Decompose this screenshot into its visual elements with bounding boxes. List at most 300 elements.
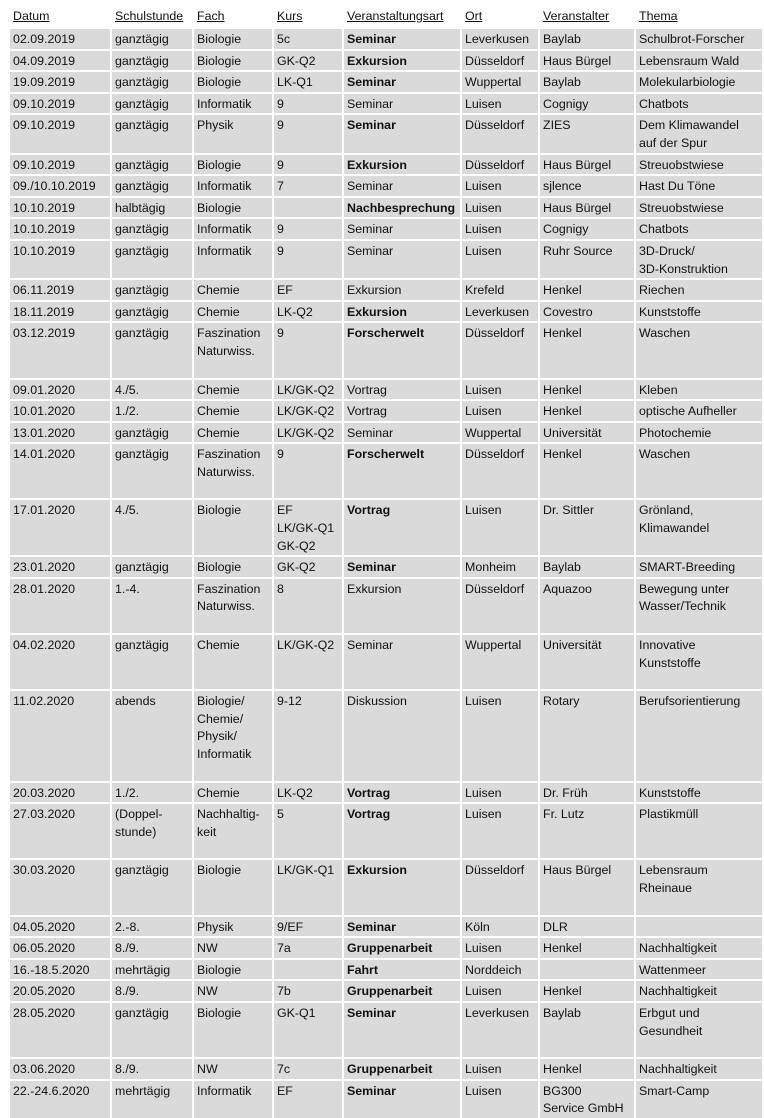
header-datum: Datum [10, 5, 112, 27]
cell-veranstalter: Henkel [540, 399, 636, 421]
cell-datum: 11.02.2020 [10, 689, 112, 780]
cell-datum: 02.09.2019 [10, 27, 112, 49]
cell-fach: Faszination Naturwiss. [194, 442, 274, 498]
cell-schulstunde: 1./2. [112, 781, 194, 803]
table-row [10, 1079, 762, 1118]
cell-schulstunde: ganztägig [112, 113, 194, 152]
cell-schulstunde: ganztägig [112, 421, 194, 443]
cell-kurs: 9 [274, 113, 344, 152]
cell-ort: Düsseldorf [462, 321, 540, 377]
cell-fach: Biologie [194, 49, 274, 71]
cell-veranstaltungsart: Seminar [344, 70, 462, 92]
cell-veranstalter: Haus Bürgel [540, 858, 636, 914]
cell-kurs: LK-Q2 [274, 300, 344, 322]
cell-fach: NW [194, 936, 274, 958]
cell-schulstunde: ganztägig [112, 27, 194, 49]
header-kurs: Kurs [274, 5, 344, 27]
cell-veranstaltungsart: Exkursion [344, 300, 462, 322]
cell-ort: Luisen [462, 498, 540, 555]
cell-thema: 3D-Druck/ 3D-Konstruktion [636, 239, 762, 278]
cell-datum: 18.11.2019 [10, 300, 112, 322]
cell-datum: 23.01.2020 [10, 555, 112, 577]
cell-fach: Informatik [194, 239, 274, 278]
cell-schulstunde: 4./5. [112, 498, 194, 555]
cell-veranstaltungsart: Vortrag [344, 378, 462, 400]
cell-schulstunde: 8./9. [112, 936, 194, 958]
cell-veranstaltungsart: Fahrt [344, 958, 462, 980]
cell-schulstunde: ganztägig [112, 153, 194, 175]
cell-fach: Informatik [194, 1079, 274, 1118]
cell-kurs: GK-Q2 [274, 49, 344, 71]
cell-schulstunde: 4./5. [112, 378, 194, 400]
cell-veranstalter: Aquazoo [540, 577, 636, 633]
cell-veranstaltungsart: Diskussion [344, 689, 462, 780]
cell-datum: 10.10.2019 [10, 239, 112, 278]
cell-datum: 27.03.2020 [10, 802, 112, 858]
cell-kurs: 9 [274, 321, 344, 377]
cell-schulstunde: ganztägig [112, 858, 194, 914]
cell-fach: Chemie [194, 300, 274, 322]
cell-thema: Kleben [636, 378, 762, 400]
cell-ort: Luisen [462, 92, 540, 114]
cell-schulstunde: ganztägig [112, 1001, 194, 1057]
table-row [10, 802, 762, 858]
cell-kurs: EF [274, 1079, 344, 1118]
cell-thema: SMART-Breeding [636, 555, 762, 577]
cell-kurs: LK/GK-Q2 [274, 399, 344, 421]
cell-veranstalter: sjlence [540, 174, 636, 196]
table-row [10, 278, 762, 300]
cell-kurs: 9-12 [274, 689, 344, 780]
header-veranstalter: Veranstalter [540, 5, 636, 27]
cell-schulstunde: ganztägig [112, 217, 194, 239]
cell-veranstalter: BG300 Service GmbH [540, 1079, 636, 1118]
cell-kurs: 5 [274, 802, 344, 858]
table-row [10, 70, 762, 92]
cell-thema [636, 915, 762, 937]
cell-kurs: LK-Q1 [274, 70, 344, 92]
cell-thema: Schulbrot-Forscher [636, 27, 762, 49]
cell-thema: Wattenmeer [636, 958, 762, 980]
cell-kurs: 9 [274, 153, 344, 175]
cell-datum: 09.01.2020 [10, 378, 112, 400]
cell-ort: Wuppertal [462, 421, 540, 443]
cell-veranstaltungsart: Exkursion [344, 278, 462, 300]
cell-ort: Düsseldorf [462, 442, 540, 498]
cell-veranstaltungsart: Gruppenarbeit [344, 936, 462, 958]
cell-datum: 09.10.2019 [10, 92, 112, 114]
cell-datum: 03.12.2019 [10, 321, 112, 377]
table-row [10, 217, 762, 239]
cell-schulstunde: 2.-8. [112, 915, 194, 937]
cell-veranstaltungsart: Seminar [344, 421, 462, 443]
cell-thema: Nachhaltigkeit [636, 979, 762, 1001]
cell-veranstalter: Haus Bürgel [540, 153, 636, 175]
cell-datum: 17.01.2020 [10, 498, 112, 555]
table-row [10, 577, 762, 633]
cell-veranstaltungsart: Seminar [344, 27, 462, 49]
cell-veranstaltungsart: Seminar [344, 915, 462, 937]
events-table [10, 5, 762, 1118]
cell-datum: 04.02.2020 [10, 633, 112, 689]
cell-datum: 10.10.2019 [10, 217, 112, 239]
header-fach: Fach [194, 5, 274, 27]
cell-thema: Waschen [636, 321, 762, 377]
cell-fach: Faszination Naturwiss. [194, 321, 274, 377]
cell-kurs: LK/GK-Q2 [274, 421, 344, 443]
cell-kurs: 7 [274, 174, 344, 196]
cell-ort: Leverkusen [462, 1001, 540, 1057]
cell-datum: 09.10.2019 [10, 113, 112, 152]
table-row [10, 92, 762, 114]
cell-veranstalter: Rotary [540, 689, 636, 780]
cell-kurs: LK/GK-Q2 [274, 378, 344, 400]
cell-datum: 06.11.2019 [10, 278, 112, 300]
cell-veranstalter: Henkel [540, 979, 636, 1001]
cell-ort: Luisen [462, 217, 540, 239]
cell-schulstunde: ganztägig [112, 49, 194, 71]
table-row [10, 689, 762, 780]
cell-ort: Düsseldorf [462, 577, 540, 633]
cell-datum: 10.10.2019 [10, 196, 112, 218]
cell-thema: Nachhaltigkeit [636, 936, 762, 958]
cell-schulstunde: abends [112, 689, 194, 780]
table-row [10, 49, 762, 71]
cell-ort: Düsseldorf [462, 49, 540, 71]
cell-schulstunde: halbtägig [112, 196, 194, 218]
cell-schulstunde: ganztägig [112, 70, 194, 92]
cell-schulstunde: ganztägig [112, 278, 194, 300]
table-row [10, 781, 762, 803]
cell-ort: Leverkusen [462, 27, 540, 49]
cell-thema: Kunststoffe [636, 300, 762, 322]
cell-ort: Luisen [462, 239, 540, 278]
cell-veranstaltungsart: Vortrag [344, 781, 462, 803]
cell-veranstalter: Dr. Sittler [540, 498, 636, 555]
table-row [10, 1057, 762, 1079]
cell-thema: Molekularbiologie [636, 70, 762, 92]
cell-veranstalter [540, 958, 636, 980]
cell-kurs: GK-Q1 [274, 1001, 344, 1057]
cell-thema: Photochemie [636, 421, 762, 443]
cell-veranstaltungsart: Seminar [344, 239, 462, 278]
cell-kurs [274, 958, 344, 980]
cell-veranstaltungsart: Vortrag [344, 802, 462, 858]
cell-schulstunde: ganztägig [112, 633, 194, 689]
cell-ort: Luisen [462, 781, 540, 803]
table-body [10, 27, 762, 1118]
cell-kurs: 9 [274, 442, 344, 498]
cell-ort: Düsseldorf [462, 858, 540, 914]
cell-veranstalter: Henkel [540, 321, 636, 377]
cell-veranstaltungsart: Seminar [344, 633, 462, 689]
cell-fach: Biologie [194, 27, 274, 49]
cell-thema: Grönland, Klimawandel [636, 498, 762, 555]
table-row [10, 858, 762, 914]
cell-fach: Nachhaltig- keit [194, 802, 274, 858]
cell-fach: Informatik [194, 217, 274, 239]
cell-veranstalter: Cognigy [540, 217, 636, 239]
cell-fach: Biologie [194, 70, 274, 92]
table-row [10, 399, 762, 421]
table-row [10, 498, 762, 555]
cell-ort: Luisen [462, 936, 540, 958]
cell-veranstalter: Baylab [540, 27, 636, 49]
cell-ort: Luisen [462, 174, 540, 196]
cell-veranstalter: Henkel [540, 278, 636, 300]
table-row [10, 321, 762, 377]
cell-fach: Faszination Naturwiss. [194, 577, 274, 633]
cell-fach: Biologie [194, 555, 274, 577]
cell-fach: NW [194, 979, 274, 1001]
cell-ort: Krefeld [462, 278, 540, 300]
header-schulstunde: Schulstunde [112, 5, 194, 27]
cell-ort: Luisen [462, 689, 540, 780]
cell-thema: Streuobstwiese [636, 153, 762, 175]
cell-schulstunde: mehrtägig [112, 958, 194, 980]
cell-fach: Biologie [194, 196, 274, 218]
cell-veranstalter: Cognigy [540, 92, 636, 114]
cell-datum: 03.06.2020 [10, 1057, 112, 1079]
cell-datum: 09.10.2019 [10, 153, 112, 175]
cell-veranstaltungsart: Gruppenarbeit [344, 979, 462, 1001]
cell-datum: 19.09.2019 [10, 70, 112, 92]
cell-fach: Informatik [194, 92, 274, 114]
cell-veranstalter: Baylab [540, 1001, 636, 1057]
cell-thema: Lebensraum Rheinaue [636, 858, 762, 914]
cell-datum: 22.-24.6.2020 [10, 1079, 112, 1118]
cell-ort: Wuppertal [462, 70, 540, 92]
cell-fach: Biologie [194, 958, 274, 980]
cell-veranstaltungsart: Exkursion [344, 153, 462, 175]
cell-kurs: 7b [274, 979, 344, 1001]
cell-schulstunde: ganztägig [112, 239, 194, 278]
header-veranstaltungsart: Veranstaltungsart [344, 5, 462, 27]
header-row [10, 5, 762, 27]
cell-datum: 20.05.2020 [10, 979, 112, 1001]
cell-veranstalter: ZIES [540, 113, 636, 152]
cell-fach: Physik [194, 113, 274, 152]
cell-schulstunde: 8./9. [112, 979, 194, 1001]
cell-fach: NW [194, 1057, 274, 1079]
cell-kurs: 9/EF [274, 915, 344, 937]
table-row [10, 421, 762, 443]
table-row [10, 239, 762, 278]
table-row [10, 936, 762, 958]
cell-veranstaltungsart: Seminar [344, 174, 462, 196]
table-row [10, 27, 762, 49]
table-row [10, 633, 762, 689]
cell-ort: Luisen [462, 196, 540, 218]
cell-datum: 10.01.2020 [10, 399, 112, 421]
cell-veranstalter: Haus Bürgel [540, 196, 636, 218]
cell-veranstaltungsart: Seminar [344, 1079, 462, 1118]
cell-schulstunde: 1.-4. [112, 577, 194, 633]
cell-veranstaltungsart: Exkursion [344, 577, 462, 633]
cell-fach: Biologie [194, 498, 274, 555]
cell-schulstunde: ganztägig [112, 174, 194, 196]
cell-ort: Köln [462, 915, 540, 937]
cell-datum: 16.-18.5.2020 [10, 958, 112, 980]
cell-veranstaltungsart: Seminar [344, 217, 462, 239]
table-row [10, 113, 762, 152]
table-row [10, 915, 762, 937]
cell-schulstunde: 1./2. [112, 399, 194, 421]
table-row [10, 555, 762, 577]
table-row [10, 153, 762, 175]
cell-ort: Monheim [462, 555, 540, 577]
cell-kurs: LK-Q2 [274, 781, 344, 803]
cell-ort: Düsseldorf [462, 153, 540, 175]
cell-kurs: 9 [274, 239, 344, 278]
cell-datum: 06.05.2020 [10, 936, 112, 958]
cell-fach: Chemie [194, 378, 274, 400]
cell-fach: Informatik [194, 174, 274, 196]
cell-fach: Chemie [194, 781, 274, 803]
cell-veranstalter: Henkel [540, 442, 636, 498]
cell-veranstaltungsart: Seminar [344, 555, 462, 577]
cell-kurs: 8 [274, 577, 344, 633]
table-row [10, 958, 762, 980]
cell-schulstunde: ganztägig [112, 555, 194, 577]
cell-veranstalter: Baylab [540, 70, 636, 92]
cell-datum: 04.05.2020 [10, 915, 112, 937]
cell-veranstaltungsart: Vortrag [344, 498, 462, 555]
cell-kurs: 9 [274, 217, 344, 239]
cell-veranstaltungsart: Forscherwelt [344, 321, 462, 377]
cell-veranstaltungsart: Seminar [344, 113, 462, 152]
cell-ort: Luisen [462, 979, 540, 1001]
cell-thema: Hast Du Töne [636, 174, 762, 196]
table-row [10, 196, 762, 218]
cell-schulstunde: mehrtägig [112, 1079, 194, 1118]
cell-veranstalter: Baylab [540, 555, 636, 577]
cell-ort: Luisen [462, 1079, 540, 1118]
cell-thema: Chatbots [636, 217, 762, 239]
cell-thema: Lebensraum Wald [636, 49, 762, 71]
cell-kurs: 7a [274, 936, 344, 958]
cell-thema: Erbgut und Gesundheit [636, 1001, 762, 1057]
cell-veranstaltungsart: Vortrag [344, 399, 462, 421]
cell-veranstaltungsart: Exkursion [344, 49, 462, 71]
cell-veranstalter: Covestro [540, 300, 636, 322]
table-row [10, 979, 762, 1001]
cell-veranstalter: Universität [540, 633, 636, 689]
cell-ort: Norddeich [462, 958, 540, 980]
cell-schulstunde: ganztägig [112, 92, 194, 114]
cell-veranstalter: Ruhr Source [540, 239, 636, 278]
cell-veranstaltungsart: Exkursion [344, 858, 462, 914]
cell-veranstaltungsart: Gruppenarbeit [344, 1057, 462, 1079]
cell-schulstunde: (Doppel- stunde) [112, 802, 194, 858]
table-row [10, 378, 762, 400]
cell-schulstunde: ganztägig [112, 321, 194, 377]
cell-thema: Streuobstwiese [636, 196, 762, 218]
events-table-container [10, 5, 762, 1118]
cell-fach: Chemie [194, 399, 274, 421]
cell-thema: Dem Klimawandel auf der Spur [636, 113, 762, 152]
cell-veranstalter: Dr. Früh [540, 781, 636, 803]
cell-ort: Luisen [462, 399, 540, 421]
cell-kurs: GK-Q2 [274, 555, 344, 577]
cell-datum: 28.05.2020 [10, 1001, 112, 1057]
cell-fach: Biologie [194, 1001, 274, 1057]
cell-thema: optische Aufheller [636, 399, 762, 421]
cell-thema: Innovative Kunststoffe [636, 633, 762, 689]
cell-thema: Berufsorientierung [636, 689, 762, 780]
cell-veranstalter: DLR [540, 915, 636, 937]
cell-veranstalter: Haus Bürgel [540, 49, 636, 71]
cell-kurs: LK/GK-Q2 [274, 633, 344, 689]
cell-ort: Düsseldorf [462, 113, 540, 152]
cell-veranstaltungsart: Nachbesprechung [344, 196, 462, 218]
cell-datum: 13.01.2020 [10, 421, 112, 443]
cell-veranstalter: Fr. Lutz [540, 802, 636, 858]
cell-fach: Biologie [194, 153, 274, 175]
cell-fach: Biologie/ Chemie/ Physik/ Informatik [194, 689, 274, 780]
cell-fach: Chemie [194, 633, 274, 689]
cell-fach: Physik [194, 915, 274, 937]
cell-veranstaltungsart: Seminar [344, 92, 462, 114]
cell-schulstunde: 8./9. [112, 1057, 194, 1079]
cell-thema: Bewegung unter Wasser/Technik [636, 577, 762, 633]
cell-ort: Luisen [462, 1057, 540, 1079]
cell-thema: Nachhaltigkeit [636, 1057, 762, 1079]
cell-thema: Chatbots [636, 92, 762, 114]
cell-thema: Kunststoffe [636, 781, 762, 803]
cell-ort: Wuppertal [462, 633, 540, 689]
cell-kurs [274, 196, 344, 218]
cell-datum: 04.09.2019 [10, 49, 112, 71]
table-row [10, 174, 762, 196]
cell-datum: 28.01.2020 [10, 577, 112, 633]
cell-datum: 30.03.2020 [10, 858, 112, 914]
cell-kurs: 5c [274, 27, 344, 49]
cell-thema: Smart-Camp [636, 1079, 762, 1118]
cell-ort: Leverkusen [462, 300, 540, 322]
cell-schulstunde: ganztägig [112, 300, 194, 322]
cell-veranstalter: Henkel [540, 936, 636, 958]
cell-kurs: EF [274, 278, 344, 300]
cell-veranstalter: Henkel [540, 1057, 636, 1079]
header-thema: Thema [636, 5, 762, 27]
cell-kurs: 7c [274, 1057, 344, 1079]
cell-kurs: LK/GK-Q1 [274, 858, 344, 914]
cell-schulstunde: ganztägig [112, 442, 194, 498]
cell-fach: Biologie [194, 858, 274, 914]
cell-datum: 20.03.2020 [10, 781, 112, 803]
cell-veranstalter: Universität [540, 421, 636, 443]
header-ort: Ort [462, 5, 540, 27]
cell-veranstaltungsart: Seminar [344, 1001, 462, 1057]
cell-ort: Luisen [462, 378, 540, 400]
cell-ort: Luisen [462, 802, 540, 858]
cell-thema: Riechen [636, 278, 762, 300]
cell-veranstaltungsart: Forscherwelt [344, 442, 462, 498]
table-row [10, 442, 762, 498]
cell-kurs: EF LK/GK-Q1 GK-Q2 [274, 498, 344, 555]
cell-thema: Plastikmüll [636, 802, 762, 858]
cell-kurs: 9 [274, 92, 344, 114]
cell-datum: 09./10.10.2019 [10, 174, 112, 196]
cell-fach: Chemie [194, 278, 274, 300]
cell-fach: Chemie [194, 421, 274, 443]
table-row [10, 1001, 762, 1057]
cell-veranstalter: Henkel [540, 378, 636, 400]
cell-datum: 14.01.2020 [10, 442, 112, 498]
cell-thema: Waschen [636, 442, 762, 498]
table-row [10, 300, 762, 322]
